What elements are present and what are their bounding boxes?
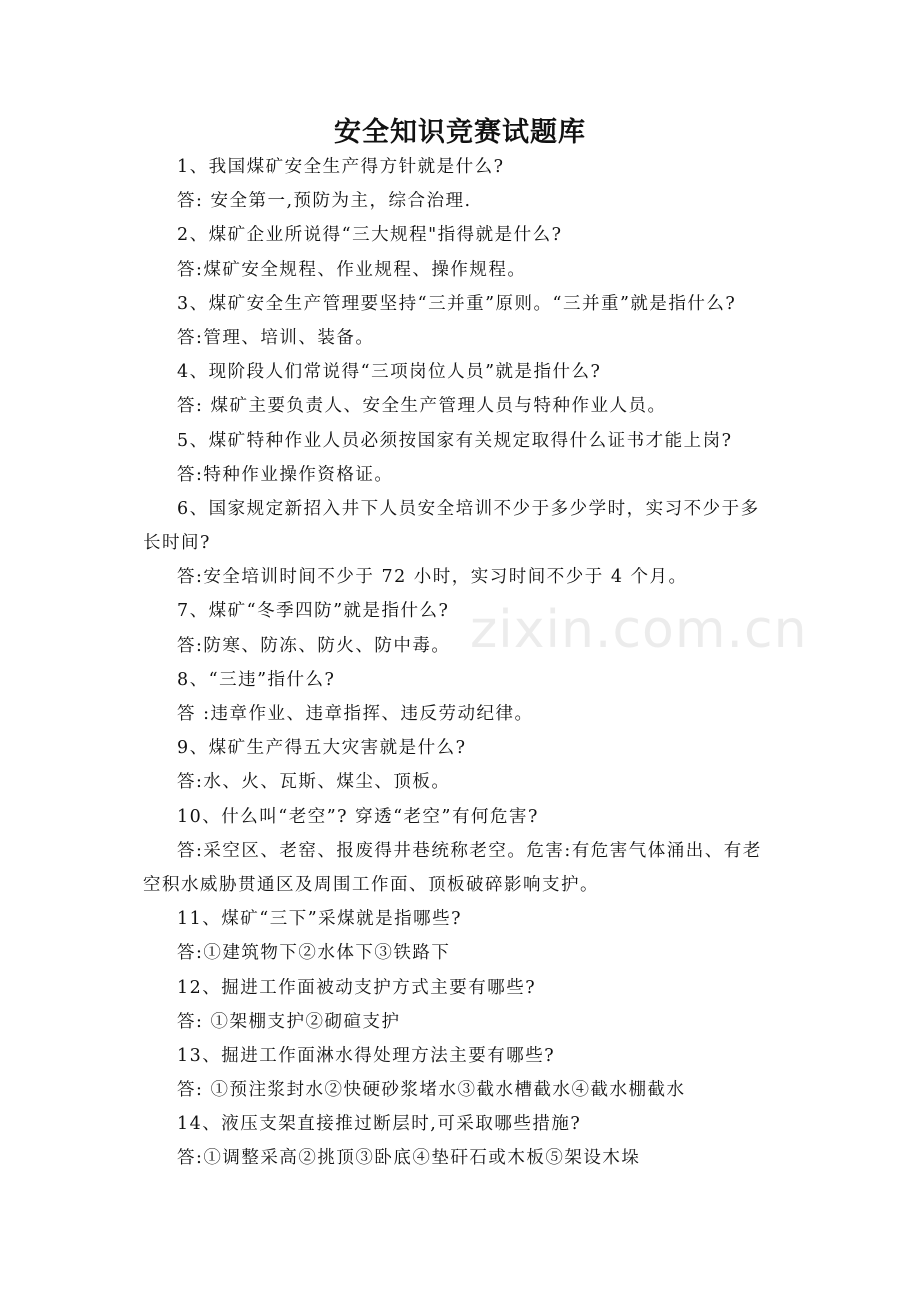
- answer-line: 答:水、火、瓦斯、煤尘、顶板。: [177, 772, 451, 793]
- question-line: 10、什么叫“老空”? 穿透“老空”有何危害?: [177, 806, 539, 827]
- continuation-line: 空积水威胁贯通区及周围工作面、顶板破碎影响支护。: [143, 874, 599, 895]
- question-line: 4、现阶段人们常说得“三项岗位人员”就是指什么?: [177, 362, 602, 383]
- question-line: 8、“三违”指什么?: [177, 669, 336, 690]
- question-line: 9、煤矿生产得五大灾害就是什么?: [177, 738, 467, 759]
- continuation-line: 长时间?: [143, 533, 211, 554]
- answer-line: 答:管理、培训、装备。: [177, 327, 375, 348]
- answer-line: 答:防寒、防冻、防火、防中毒。: [177, 635, 451, 656]
- answer-line: 答:采空区、老窑、报废得井巷统称老空。危害:有危害气体涌出、有老: [177, 840, 762, 861]
- answer-line: 答:煤矿安全规程、作业规程、操作规程。: [177, 259, 527, 280]
- answer-line: 答 :违章作业、违章指挥、违反劳动纪律。: [177, 704, 534, 724]
- question-line: 1、我国煤矿安全生产得方针就是什么?: [177, 157, 505, 177]
- question-line: 14、液压支架直接推过断层时,可采取哪些措施?: [177, 1114, 582, 1135]
- answer-line: 答:①调整采高②挑顶③卧底④垫矸石或木板⑤架设木垛: [177, 1148, 641, 1169]
- answer-line: 答: ①预注浆封水②快硬砂浆堵水③截水槽截水④截水棚截水: [177, 1080, 686, 1101]
- question-line: 11、煤矿“三下”采煤就是指哪些?: [177, 909, 463, 930]
- document-title: 安全知识竞赛试题库: [334, 117, 586, 148]
- question-line: 5、煤矿特种作业人员必须按国家有关规定取得什么证书才能上岗?: [177, 430, 733, 451]
- question-line: 2、煤矿企业所说得“三大规程"指得就是什么?: [177, 225, 563, 246]
- watermark: zixin.com.cn: [470, 600, 808, 660]
- answer-line: 答: 安全第一,预防为主，综合治理.: [177, 191, 472, 212]
- qa-list: [0, 150, 920, 1176]
- question-line: 3、煤矿安全生产管理要坚持“三并重”原则。“三并重”就是指什么?: [177, 293, 737, 314]
- answer-line: 答:安全培训时间不少于 72 小时，实习时间不少于 4 个月。: [177, 567, 688, 588]
- question-line: 6、国家规定新招入井下人员安全培训不少于多少学时，实习不少于多: [177, 498, 760, 519]
- question-line: 13、掘进工作面淋水得处理方法主要有哪些?: [177, 1045, 556, 1066]
- answer-line: 答:特种作业操作资格证。: [177, 464, 394, 485]
- answer-line: 答: 煤矿主要负责人、安全生产管理人员与特种作业人员。: [177, 396, 667, 417]
- question-line: 7、煤矿“冬季四防”就是指什么?: [177, 601, 450, 622]
- question-line: 12、掘进工作面被动支护方式主要有哪些?: [177, 977, 537, 998]
- answer-line: 答:①建筑物下②水体下③铁路下: [177, 943, 451, 964]
- answer-line: 答: ①架棚支护②砌碹支护: [177, 1011, 401, 1032]
